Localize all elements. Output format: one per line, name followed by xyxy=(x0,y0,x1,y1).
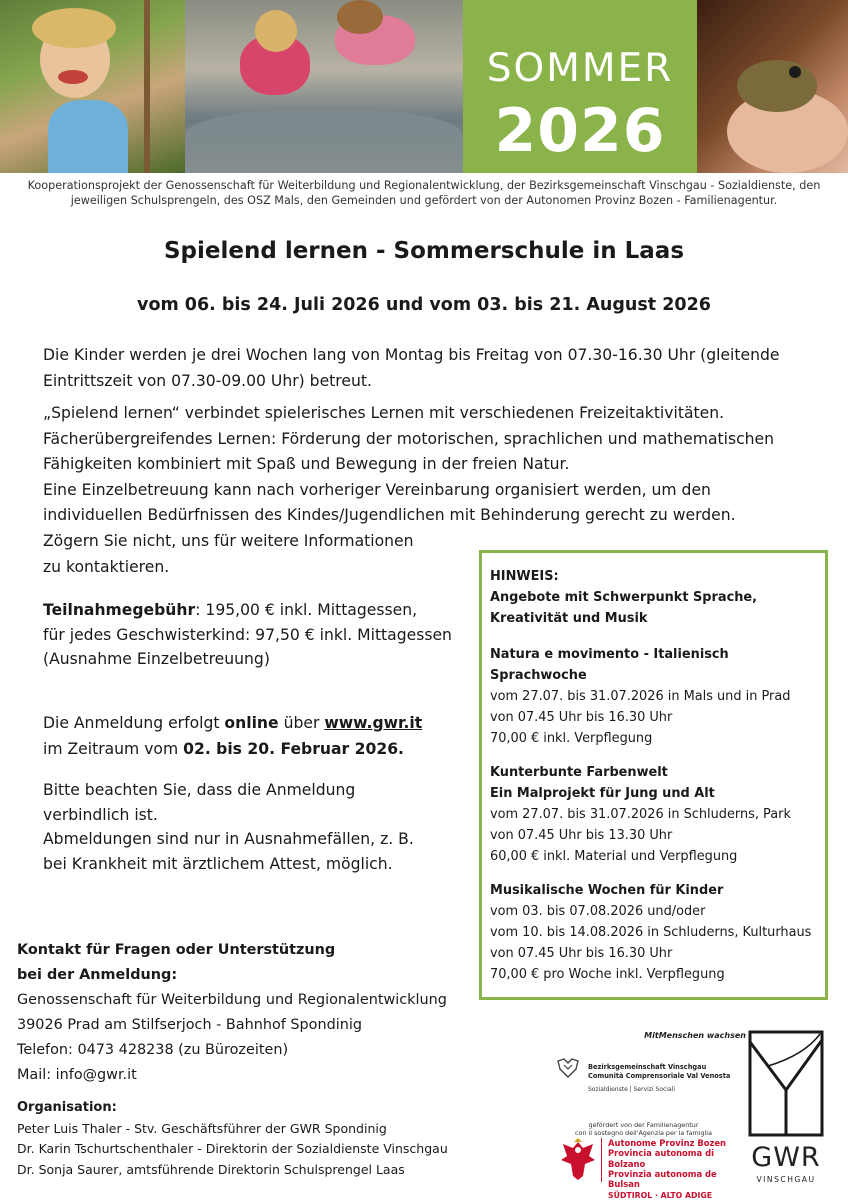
offer-line: von 07.45 Uhr bis 13.30 Uhr xyxy=(490,828,673,844)
offer-title: Musikalische Wochen für Kinder xyxy=(490,882,724,898)
slogan: MitMenschen wachsen xyxy=(644,1031,746,1040)
program-dates: vom 06. bis 24. Juli 2026 und vom 03. bis 21. August 2026 xyxy=(137,295,711,315)
cancellation-note xyxy=(43,778,463,876)
hinweis-box xyxy=(479,550,828,1000)
cooperation-note: Kooperationsprojekt der Genossenschaft für Weiterbildung und Regionalentwicklung, der Bezirksgemeinschaft Vinschgau - Sozialdienste, den jeweiligen Schulsprengeln, des OSZ Mals, den Gemeinden und gefördert von der Autonomen Provinz Bozen - Familienagentur. xyxy=(27,179,821,207)
contact-prompt-line: zu kontaktieren. xyxy=(43,557,170,576)
contact-address: 39026 Prad am Stilfserjoch - Bahnhof Spondinig xyxy=(17,1017,362,1033)
fee-section xyxy=(43,598,463,672)
funding-line: con il sostegno dell'Agenzia per la famiglia xyxy=(575,1129,712,1137)
offer-title: Natura e movimento - Italienisch xyxy=(490,646,729,662)
contact-organization: Genossenschaft für Weiterbildung und Regionalentwicklung xyxy=(17,992,447,1008)
header-banner xyxy=(0,0,848,173)
funding-note xyxy=(556,1121,731,1137)
offer-line: vom 27.07. bis 31.07.2026 in Schluderns, Park xyxy=(490,807,791,823)
gwr-region: VINSCHGAU xyxy=(756,1175,816,1184)
province-line: Provincia autonoma di Bolzano xyxy=(608,1148,714,1169)
registration-text: über xyxy=(278,714,325,732)
gwr-wordmark: GWR xyxy=(751,1142,821,1173)
description xyxy=(43,401,813,529)
registration-online: online xyxy=(224,714,279,732)
contact-heading: Kontakt für Fragen oder Unterstützung xyxy=(17,942,336,958)
province-name xyxy=(608,1138,748,1200)
registration-info xyxy=(43,711,463,762)
offer-title: Sprachwoche xyxy=(490,667,587,683)
registration-period-label: im Zeitraum vom xyxy=(43,739,184,758)
province-divider xyxy=(601,1138,602,1182)
offer-title: Ein Malprojekt für Jung und Alt xyxy=(490,785,715,801)
offer-line: vom 10. bis 14.08.2026 in Schluderns, Kulturhaus xyxy=(490,925,812,941)
hinweis-subheading: Angebote mit Schwerpunkt Sprache, xyxy=(490,590,758,606)
province-line: Autonome Provinz Bozen xyxy=(608,1138,726,1148)
intro-paragraph: Die Kinder werden je drei Wochen lang von Montag bis Freitag von 07.30-16.30 Uhr (gleitende Eintrittszeit von 07.30-09.00 Uhr) betreut. xyxy=(43,346,780,390)
offer-line: 70,00 € inkl. Verpflegung xyxy=(490,731,653,747)
gwr-logo-icon xyxy=(748,1030,824,1137)
registration-text: Die Anmeldung erfolgt xyxy=(43,714,225,732)
hinweis-subheading: Kreativität und Musik xyxy=(490,611,648,627)
photo-children-in-stream xyxy=(185,0,463,173)
organisation-person: Dr. Sonja Saurer, amtsführende Direktorin Schulsprengel Laas xyxy=(17,1161,405,1177)
organisation-person: Dr. Karin Tschurtschenthaler - Direktorin der Sozialdienste Vinschgau xyxy=(17,1141,448,1156)
bzg-name-it: Comunità Comprensoriale Val Venosta xyxy=(588,1071,731,1080)
contact-email[interactable]: Mail: info@gwr.it xyxy=(17,1067,137,1083)
photo-girl-on-swing xyxy=(0,0,185,173)
photo-frog-in-hand xyxy=(697,0,848,173)
province-line: Provinzia autonoma de Bulsan xyxy=(608,1168,717,1190)
contact-prompt xyxy=(43,529,463,580)
fee-exception: (Ausnahme Einzelbetreuung) xyxy=(43,650,270,668)
offer-line: von 07.45 Uhr bis 16.30 Uhr xyxy=(490,946,673,962)
registration-period: 02. bis 20. Februar 2026. xyxy=(183,739,404,758)
bzg-name-de: Bezirksgemeinschaft Vinschgau xyxy=(588,1063,707,1071)
offer-line: von 07.45 Uhr bis 16.30 Uhr xyxy=(490,710,673,726)
cancellation-line: verbindlich ist. xyxy=(43,805,158,824)
sibling-fee: für jedes Geschwisterkind: 97,50 € inkl. Mittagessen xyxy=(43,625,452,644)
hinweis-heading: HINWEIS: xyxy=(490,569,559,584)
contact-heading: bei der Anmeldung: xyxy=(17,967,178,983)
season-year: 2026 xyxy=(494,96,666,166)
contact-section xyxy=(17,938,477,1088)
bezirksgemeinschaft-logo-icon xyxy=(556,1057,580,1079)
season-label: SOMMER xyxy=(486,46,674,91)
contact-phone: Telefon: 0473 428238 (zu Bürozeiten) xyxy=(17,1042,289,1058)
cancellation-line: Abmeldungen sind nur in Ausnahmefällen, z. B. xyxy=(43,830,414,848)
offer-line: vom 03. bis 07.08.2026 und/oder xyxy=(490,903,706,919)
bezirksgemeinschaft-services: Sozialdienste | Servizi Sociali xyxy=(588,1086,675,1093)
cancellation-line: Bitte beachten Sie, dass die Anmeldung xyxy=(43,781,356,799)
website-link[interactable]: www.gwr.it xyxy=(324,714,423,732)
offer-line: 60,00 € inkl. Material und Verpflegung xyxy=(490,849,738,865)
offer-title: Kunterbunte Farbenwelt xyxy=(490,764,668,780)
organisation-heading: Organisation: xyxy=(17,1100,117,1115)
fee-amount: : 195,00 € inkl. Mittagessen, xyxy=(195,601,418,619)
page-title: Spielend lernen - Sommerschule in Laas xyxy=(163,238,685,264)
fee-label: Teilnahmegebühr xyxy=(43,601,196,619)
tyrolean-eagle-icon xyxy=(559,1138,597,1182)
contact-prompt-line: Zögern Sie nicht, uns für weitere Informationen xyxy=(43,532,414,550)
offer-line: 70,00 € pro Woche inkl. Verpflegung xyxy=(490,967,725,983)
offer-line: vom 27.07. bis 31.07.2026 in Mals und in Prad xyxy=(490,689,791,705)
bezirksgemeinschaft-name xyxy=(588,1063,758,1080)
description-line: Eine Einzelbetreuung kann nach vorheriger Vereinbarung organisiert werden, um den individuellen Bedürfnissen des Kindes/Jugendlichen mit Behinderung gerecht zu werden. xyxy=(43,480,736,524)
funding-line: gefördert von der Familienagentur xyxy=(588,1121,699,1129)
cancellation-line: bei Krankheit mit ärztlichem Attest, möglich. xyxy=(43,854,393,873)
organisation-section xyxy=(17,1098,487,1180)
province-line: SÜDTIROL · ALTO ADIGE xyxy=(608,1191,713,1200)
organisation-person: Peter Luis Thaler - Stv. Geschäftsführer der GWR Spondinig xyxy=(17,1120,387,1136)
description-line: „Spielend lernen“ verbindet spielerisches Lernen mit verschiedenen Freizeitaktivitäten. xyxy=(43,404,725,422)
description-line: Fächerübergreifendes Lernen: Förderung der motorischen, sprachlichen und mathematischen Fähigkeiten kombiniert mit Spaß und Bewegung in der freien Natur. xyxy=(43,429,775,473)
season-badge xyxy=(463,0,697,173)
